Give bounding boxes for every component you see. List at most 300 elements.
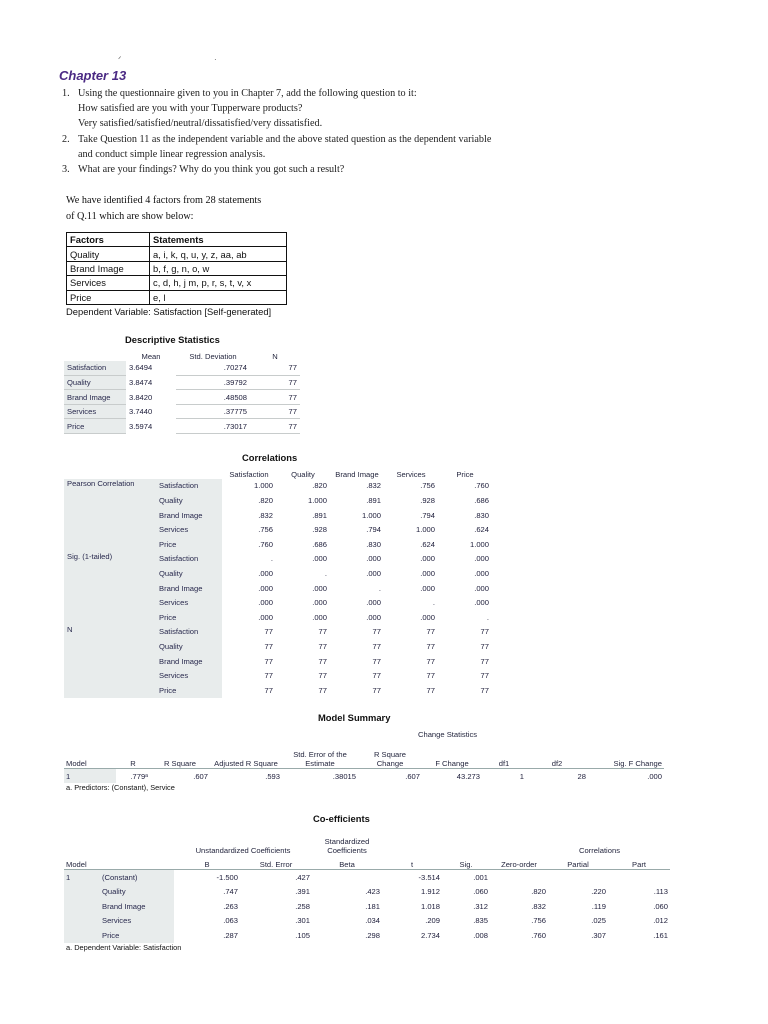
row-label: Services xyxy=(156,522,222,537)
value-cell: 77 xyxy=(318,685,327,695)
group-label xyxy=(64,581,156,596)
group-label xyxy=(64,595,156,610)
value-cell: .012 xyxy=(653,916,668,926)
intro-paragraph xyxy=(66,193,306,224)
value-cell: 2.734 xyxy=(420,930,440,940)
value-cell: . xyxy=(270,554,273,564)
value-cell: .209 xyxy=(425,916,440,926)
column-header: Quality xyxy=(291,469,315,479)
question-line: Using the questionnaire given to you in Chapter 7, add the following question to it: xyxy=(78,88,417,99)
row-label: Brand Image xyxy=(156,581,222,596)
correlations-table xyxy=(64,464,492,698)
row-label: Satisfaction xyxy=(156,552,222,567)
table-row xyxy=(64,404,300,419)
value-cell: .794 xyxy=(420,510,435,520)
value-cell: .760 xyxy=(531,930,546,940)
group-label xyxy=(64,639,156,654)
table-header-row xyxy=(64,855,670,870)
chapter-heading: Chapter 13 xyxy=(59,68,127,83)
value-cell: 77 xyxy=(264,671,273,681)
model-cell xyxy=(64,899,100,914)
column-header: R Square xyxy=(163,759,197,769)
group-label: N xyxy=(64,625,156,640)
value-cell: 77 xyxy=(318,671,327,681)
value-cell: .000 xyxy=(474,554,489,564)
row-label: Satisfaction xyxy=(156,479,222,494)
column-header: df1 xyxy=(498,759,510,769)
table-row xyxy=(64,566,492,581)
descriptive-table xyxy=(64,346,300,434)
column-header: Std. Error xyxy=(259,860,293,870)
value-cell: . xyxy=(378,583,381,593)
value-cell: .832 xyxy=(366,481,381,491)
table-row xyxy=(64,595,492,610)
value-cell: .835 xyxy=(473,916,488,926)
n-cell: 77 xyxy=(250,390,300,405)
factor-cell: Services xyxy=(67,276,150,290)
mean-cell: 3.6494 xyxy=(129,363,153,373)
question-1 xyxy=(62,86,622,132)
column-header: Price xyxy=(456,469,474,479)
group-label xyxy=(64,654,156,669)
table-row xyxy=(64,769,664,784)
value-cell: .820 xyxy=(312,481,327,491)
row-label: Brand Image xyxy=(156,654,222,669)
table-row xyxy=(64,913,670,928)
question-number: 1. xyxy=(62,88,70,99)
std-cell: .39792 xyxy=(176,375,250,390)
coefficients-body xyxy=(64,870,670,943)
factor-cell: Quality xyxy=(67,247,150,261)
value-cell: .928 xyxy=(312,525,327,535)
value-cell: 1.018 xyxy=(420,901,440,911)
table-row xyxy=(64,654,492,669)
value-cell: .034 xyxy=(365,916,380,926)
table-header-row xyxy=(64,739,664,769)
table-row xyxy=(64,493,492,508)
mean-cell: 3.7440 xyxy=(129,407,153,417)
value-cell: .756 xyxy=(420,481,435,491)
value-cell: .001 xyxy=(442,870,490,885)
value-cell: 77 xyxy=(318,627,327,637)
value-cell: 77 xyxy=(372,671,381,681)
std-cell: .48508 xyxy=(176,390,250,405)
value-cell: 77 xyxy=(318,641,327,651)
row-label: Satisfaction xyxy=(64,361,126,376)
value-cell: .760 xyxy=(474,481,489,491)
column-header: Std. Deviation xyxy=(189,351,237,361)
value-cell: 77 xyxy=(264,641,273,651)
change-statistics-header: Change Statistics xyxy=(418,729,478,739)
group-label xyxy=(64,522,156,537)
value-cell: .220 xyxy=(591,886,606,896)
value-cell: .000 xyxy=(474,583,489,593)
std-cell: .70274 xyxy=(176,361,250,376)
mean-cell: 3.8474 xyxy=(129,377,153,387)
value-cell: .060 xyxy=(473,886,488,896)
value-cell: .000 xyxy=(258,598,273,608)
r-square-cell: .607 xyxy=(150,769,210,784)
n-cell: 77 xyxy=(250,375,300,390)
column-header: Factors xyxy=(67,233,150,247)
factor-cell: Brand Image xyxy=(67,261,150,275)
table-row xyxy=(64,361,300,376)
group-label xyxy=(64,493,156,508)
blank-cell xyxy=(64,825,174,855)
std-error-cell: .38015 xyxy=(282,769,358,784)
table-row xyxy=(64,537,492,552)
table-row xyxy=(64,884,670,899)
value-cell: .000 xyxy=(420,568,435,578)
value-cell: .747 xyxy=(223,886,238,896)
question-3 xyxy=(62,162,622,177)
coefficients-title: Co-efficients xyxy=(313,813,370,824)
value-cell: 77 xyxy=(480,656,489,666)
column-header: Std. Error of the Estimate xyxy=(293,750,347,769)
column-header: Sig. F Change xyxy=(613,759,662,769)
statements-cell: c, d, h, j m, p, r, s, t, v, x xyxy=(150,276,287,290)
value-cell: .000 xyxy=(312,612,327,622)
table-row xyxy=(64,625,492,640)
value-cell: .832 xyxy=(258,510,273,520)
value-cell: .000 xyxy=(420,612,435,622)
coefficients-footnote: a. Dependent Variable: Satisfaction xyxy=(66,943,182,952)
value-cell: .000 xyxy=(366,598,381,608)
column-header: F Change xyxy=(435,759,469,769)
value-cell: .008 xyxy=(473,930,488,940)
table-row xyxy=(64,610,492,625)
value-cell: 1.000 xyxy=(415,525,435,535)
column-header: Sig. xyxy=(459,860,473,870)
value-cell: 1.000 xyxy=(469,539,489,549)
table-row xyxy=(64,508,492,523)
column-header: Brand Image xyxy=(335,469,379,479)
mean-cell: 3.5974 xyxy=(129,421,153,431)
value-cell: .794 xyxy=(366,525,381,535)
row-label: Quality xyxy=(64,375,126,390)
blank-cell xyxy=(382,825,490,855)
value-cell: 77 xyxy=(318,656,327,666)
value-cell: .686 xyxy=(474,495,489,505)
value-cell: 1.000 xyxy=(307,495,327,505)
row-label: Brand Image xyxy=(64,390,126,405)
value-cell: .060 xyxy=(653,901,668,911)
group-label xyxy=(64,537,156,552)
value-cell: .000 xyxy=(474,568,489,578)
r-square-change-cell: .607 xyxy=(358,769,422,784)
unstandardized-header: Unstandardized Coefficients xyxy=(195,846,291,855)
group-label xyxy=(64,508,156,523)
value-cell: .820 xyxy=(531,886,546,896)
value-cell: .624 xyxy=(420,539,435,549)
value-cell: .181 xyxy=(365,901,380,911)
value-cell: .832 xyxy=(531,901,546,911)
value-cell: 77 xyxy=(426,685,435,695)
value-cell: .830 xyxy=(366,539,381,549)
blank-cell xyxy=(64,464,156,479)
statements-cell: e, l xyxy=(150,290,287,304)
value-cell: .686 xyxy=(312,539,327,549)
value-cell: .391 xyxy=(295,886,310,896)
value-cell: . xyxy=(324,568,327,578)
group-label xyxy=(64,566,156,581)
value-cell: .000 xyxy=(420,554,435,564)
value-cell: .301 xyxy=(295,916,310,926)
value-cell: .423 xyxy=(365,886,380,896)
row-label: Price xyxy=(156,610,222,625)
row-label: Price xyxy=(64,419,126,434)
row-label: Services xyxy=(156,595,222,610)
column-header: Mean xyxy=(141,351,161,361)
value-cell: .000 xyxy=(312,554,327,564)
value-cell: 77 xyxy=(372,656,381,666)
row-label: Services xyxy=(64,404,126,419)
group-label xyxy=(64,610,156,625)
row-label: Services xyxy=(100,913,174,928)
value-cell: -1.500 xyxy=(174,870,240,885)
value-cell: .113 xyxy=(653,886,668,896)
table-row xyxy=(64,639,492,654)
correlations-title: Correlations xyxy=(242,452,298,463)
value-cell xyxy=(608,870,670,885)
value-cell: .000 xyxy=(366,554,381,564)
table-row xyxy=(64,581,492,596)
r-cell: .779ᵃ xyxy=(116,769,150,784)
value-cell: .000 xyxy=(474,598,489,608)
value-cell: .000 xyxy=(366,612,381,622)
column-header: R Square Change xyxy=(373,750,407,769)
table-header-row xyxy=(67,233,287,247)
value-cell: 1.912 xyxy=(420,886,440,896)
value-cell: .258 xyxy=(295,901,310,911)
table-row xyxy=(64,668,492,683)
group-label: Sig. (1-tailed) xyxy=(64,552,156,567)
intro-line: of Q.11 which are show below: xyxy=(66,210,194,222)
question-number: 3. xyxy=(62,164,70,176)
column-header: Statements xyxy=(150,233,287,247)
row-label: Price xyxy=(100,928,174,943)
statements-cell: b, f, g, n, o, w xyxy=(150,261,287,275)
model-summary-title: Model Summary xyxy=(318,712,391,723)
row-label: Satisfaction xyxy=(156,625,222,640)
value-cell: .760 xyxy=(258,539,273,549)
table-row xyxy=(64,522,492,537)
question-line: and conduct simple linear regression analysis. xyxy=(78,148,266,160)
question-2 xyxy=(62,132,622,162)
value-cell: 77 xyxy=(426,627,435,637)
value-cell: .000 xyxy=(258,583,273,593)
value-cell: .105 xyxy=(295,930,310,940)
value-cell: .624 xyxy=(474,525,489,535)
column-header: R xyxy=(130,759,136,769)
column-header: Model xyxy=(66,759,87,769)
column-header: Model xyxy=(66,860,87,870)
question-number: 2. xyxy=(62,133,70,145)
row-label: Brand Image xyxy=(100,899,174,914)
model-cell: 1 xyxy=(64,870,100,885)
table-row xyxy=(67,247,287,261)
value-cell: .000 xyxy=(312,598,327,608)
factors-table xyxy=(66,232,287,305)
row-label: Brand Image xyxy=(156,508,222,523)
model-cell xyxy=(64,928,100,943)
value-cell: .025 xyxy=(591,916,606,926)
value-cell: 77 xyxy=(372,627,381,637)
question-line: How satisfied are you with your Tupperware products? xyxy=(78,103,303,115)
table-row xyxy=(64,552,492,567)
correlations-body xyxy=(64,479,492,698)
table-row xyxy=(64,870,670,885)
factor-cell: Price xyxy=(67,290,150,304)
model-cell: 1 xyxy=(64,769,116,784)
column-header xyxy=(100,855,174,870)
value-cell: .928 xyxy=(420,495,435,505)
column-header: Partial xyxy=(567,860,589,870)
question-line: What are your findings? Why do you think you got such a result? xyxy=(78,164,345,176)
coefficients-table xyxy=(64,825,670,943)
blank-cell xyxy=(64,346,126,361)
df1-cell: 1 xyxy=(482,769,526,784)
value-cell: 77 xyxy=(480,627,489,637)
value-cell: 77 xyxy=(480,641,489,651)
value-cell: 77 xyxy=(264,685,273,695)
value-cell: 77 xyxy=(480,671,489,681)
sig-f-change-cell: .000 xyxy=(588,769,664,784)
value-cell: .756 xyxy=(258,525,273,535)
model-cell xyxy=(64,913,100,928)
table-row xyxy=(67,261,287,275)
value-cell: .891 xyxy=(366,495,381,505)
column-header: Satisfaction xyxy=(229,469,269,479)
row-label: Quality xyxy=(156,566,222,581)
model-summary-table xyxy=(64,724,664,783)
n-cell: 77 xyxy=(250,419,300,434)
value-cell xyxy=(312,870,382,885)
value-cell: .307 xyxy=(591,930,606,940)
column-header: Beta xyxy=(339,860,355,870)
intro-line: We have identified 4 factors from 28 statements xyxy=(66,195,262,206)
value-cell: .119 xyxy=(591,901,606,911)
value-cell: .161 xyxy=(653,930,668,940)
value-cell: .000 xyxy=(258,612,273,622)
table-row xyxy=(64,390,300,405)
column-header: t xyxy=(410,860,414,870)
table-row xyxy=(64,928,670,943)
value-cell xyxy=(548,870,608,885)
value-cell: .820 xyxy=(258,495,273,505)
value-cell: 77 xyxy=(264,627,273,637)
row-label: Price xyxy=(156,537,222,552)
column-header: df2 xyxy=(551,759,563,769)
table-header-row xyxy=(64,346,300,361)
column-header: Zero-order xyxy=(501,860,537,870)
table-row xyxy=(64,899,670,914)
n-cell: 77 xyxy=(250,404,300,419)
value-cell: .312 xyxy=(473,901,488,911)
value-cell: .000 xyxy=(312,583,327,593)
column-header: B xyxy=(204,860,210,870)
question-line: Very satisfied/satisfied/neutral/dissatisfied/very dissatisfied. xyxy=(78,118,323,130)
std-cell: .37775 xyxy=(176,404,250,419)
value-cell: 77 xyxy=(372,641,381,651)
row-label: Quality xyxy=(156,639,222,654)
row-label: (Constant) xyxy=(100,870,174,885)
value-cell: .000 xyxy=(420,583,435,593)
value-cell: 1.000 xyxy=(253,481,273,491)
row-label: Services xyxy=(156,668,222,683)
df2-cell: 28 xyxy=(526,769,588,784)
table-row xyxy=(67,290,287,304)
standardized-header: Standardized Coefficients xyxy=(324,837,370,855)
value-cell: .287 xyxy=(223,930,238,940)
value-cell xyxy=(490,870,548,885)
value-cell: .298 xyxy=(365,930,380,940)
value-cell: 77 xyxy=(264,656,273,666)
row-label: Quality xyxy=(156,493,222,508)
std-cell: .73017 xyxy=(176,419,250,434)
value-cell: 77 xyxy=(426,641,435,651)
table-row xyxy=(64,375,300,390)
table-row xyxy=(67,276,287,290)
mean-cell: 3.8420 xyxy=(129,392,153,402)
table-row xyxy=(64,683,492,698)
value-cell: .427 xyxy=(240,870,312,885)
table-row xyxy=(64,419,300,434)
value-cell: .830 xyxy=(474,510,489,520)
value-cell: . xyxy=(486,612,489,622)
group-label xyxy=(64,683,156,698)
column-header: Adjusted R Square xyxy=(214,759,278,769)
f-change-cell: 43.273 xyxy=(422,769,482,784)
group-header-row xyxy=(64,724,664,739)
model-cell xyxy=(64,884,100,899)
row-label: Price xyxy=(156,683,222,698)
value-cell: .263 xyxy=(223,901,238,911)
value-cell: 77 xyxy=(426,671,435,681)
column-header: N xyxy=(272,351,278,361)
group-label xyxy=(64,668,156,683)
descriptive-title: Descriptive Statistics xyxy=(125,334,220,345)
group-header-row xyxy=(64,825,670,855)
n-cell: 77 xyxy=(250,361,300,376)
question-list xyxy=(62,86,622,177)
model-summary-footnote: a. Predictors: (Constant), Service xyxy=(66,783,175,792)
value-cell: .891 xyxy=(312,510,327,520)
question-line: Take Question 11 as the independent variable and the above stated question as the dependent variable xyxy=(78,133,492,145)
dependent-variable-note: Dependent Variable: Satisfaction [Self-generated] xyxy=(66,306,272,317)
value-cell: .000 xyxy=(258,568,273,578)
value-cell: . xyxy=(432,598,435,608)
value-cell: 77 xyxy=(480,685,489,695)
statements-cell: a, i, k, q, u, y, z, aa, ab xyxy=(150,247,287,261)
table-row xyxy=(64,479,492,494)
column-header: Services xyxy=(396,469,426,479)
row-label: Quality xyxy=(100,884,174,899)
table-header-row xyxy=(64,464,492,479)
value-cell: .000 xyxy=(366,568,381,578)
value-cell: -3.514 xyxy=(382,870,442,885)
group-label: Pearson Correlation xyxy=(64,479,156,494)
blank-cell xyxy=(64,724,358,739)
value-cell: 77 xyxy=(372,685,381,695)
value-cell: .756 xyxy=(531,916,546,926)
adj-r-square-cell: .593 xyxy=(210,769,282,784)
correlations-group-header: Correlations xyxy=(579,846,620,855)
value-cell: .063 xyxy=(223,916,238,926)
value-cell: 77 xyxy=(426,656,435,666)
column-header: Part xyxy=(632,860,646,870)
blank-cell xyxy=(156,464,222,479)
